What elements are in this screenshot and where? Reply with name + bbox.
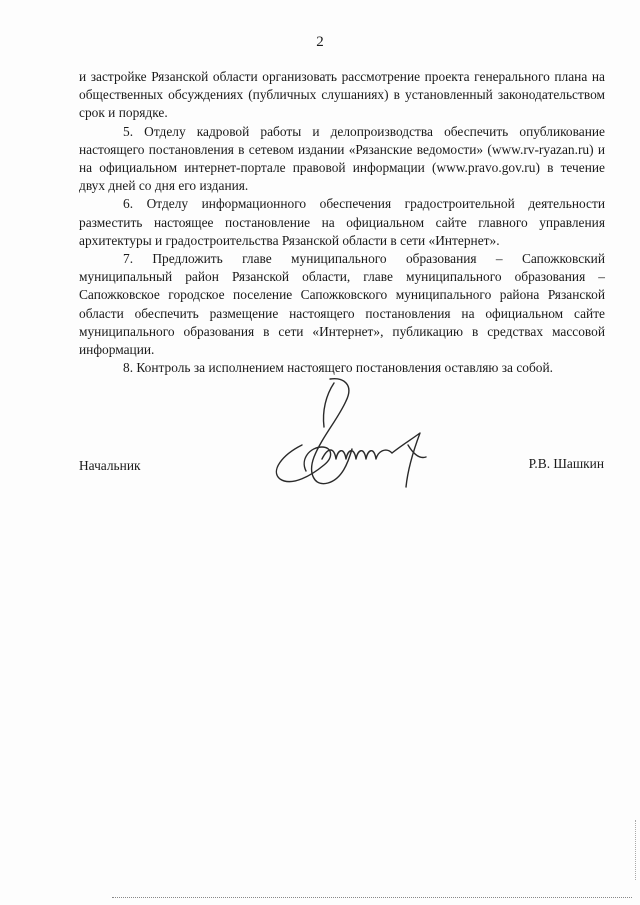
signatory-title: Начальник [79, 458, 141, 473]
paragraph-item-6: 6. Отделу информационного обеспечения градостроительной деятельности разместить настоящее постановление на официальном сайте главного управления архитектуры и градостроительства Рязанской области в сети «Интернет». [79, 196, 605, 248]
document-body [79, 68, 605, 377]
paragraph-item-5: 5. Отделу кадровой работы и делопроизводства обеспечить опубликование настоящего постановления в сетевом издании «Рязанские ведомости» (www.rv-ryazan.ru) и на официальном интернет-портале правовой информации (www.pravo.gov.ru) в течение двух дней со дня его издания. [79, 123, 605, 194]
page-number: 2 [316, 34, 324, 50]
scan-right-edge [635, 820, 636, 880]
paragraph-continuation: и застройке Рязанской области организовать рассмотрение проекта генерального плана на общественных обсуждениях (публичных слушаниях) в установленный законодательством срок и порядке. [79, 69, 605, 121]
scan-bottom-edge [112, 897, 632, 898]
paragraph-item-7: 7. Предложить главе муниципального образования – Сапожковский муниципальный район Рязанской области, главе муниципального образования – Сапожковское городское поселение Сапожковского муниципального района Рязанской области обеспечить размещение настоящего постановления на официальном сайте муниципального образования в сети «Интернет», публикацию в средствах массовой информации. [79, 251, 605, 358]
signatory-name: Р.В. Шашкин [528, 456, 604, 471]
handwritten-signature [262, 375, 432, 500]
paragraph-item-8: 8. Контроль за исполнением настоящего постановления оставляю за собой. [123, 360, 554, 376]
